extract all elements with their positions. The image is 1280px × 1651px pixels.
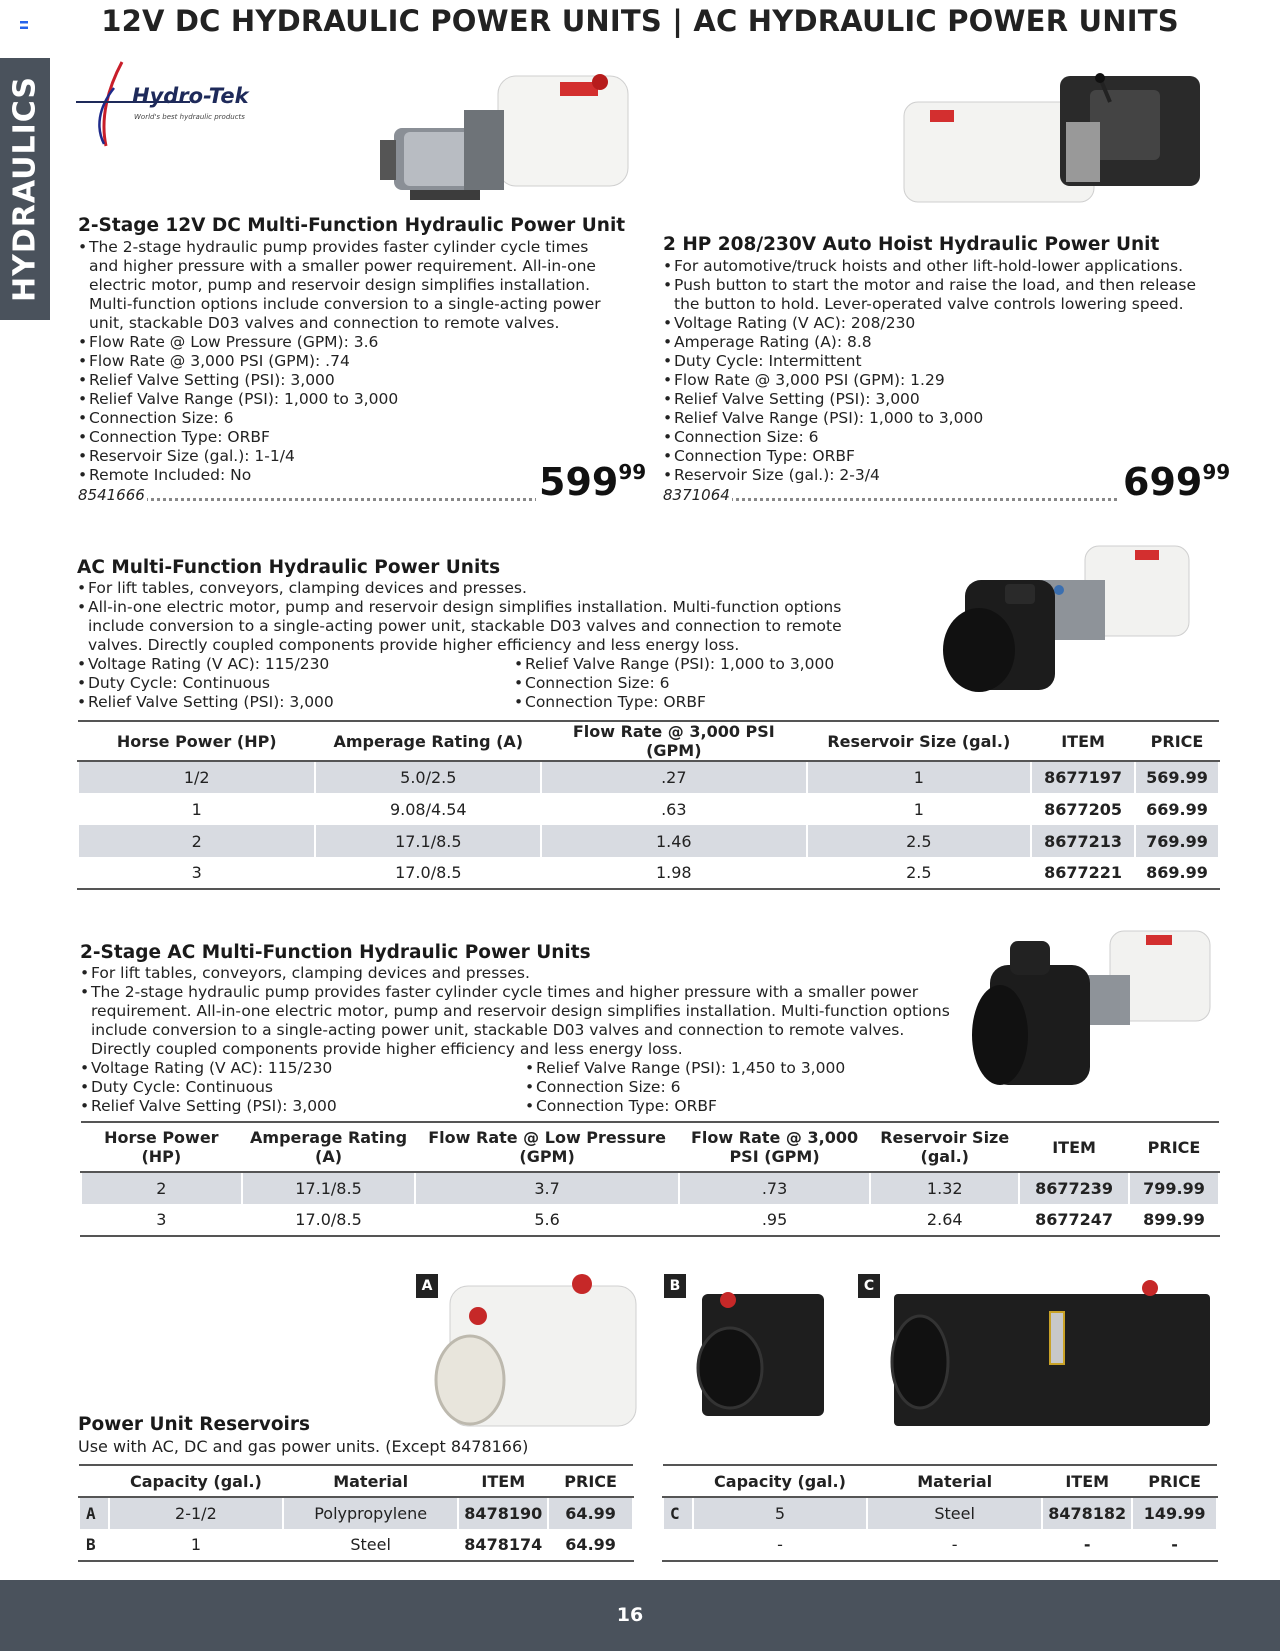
list-item: • Connection Size: 6 bbox=[525, 1078, 945, 1097]
cell: 17.1/8.5 bbox=[315, 825, 541, 857]
cell: 569.99 bbox=[1135, 761, 1219, 793]
cell: 8677221 bbox=[1031, 857, 1135, 889]
price-dollars: 599 bbox=[539, 460, 619, 504]
cell: 17.0/8.5 bbox=[242, 1204, 416, 1236]
list-item: • Flow Rate @ 3,000 PSI (GPM): .74 bbox=[78, 352, 618, 371]
list-item: • Reservoir Size (gal.): 2-3/4 bbox=[663, 466, 1203, 485]
list-item: • Connection Size: 6 bbox=[663, 428, 1203, 447]
cell: 17.0/8.5 bbox=[315, 857, 541, 889]
list-item: • All-in-one electric motor, pump and reservoir design simplifies installation. Multi-function options include conversion to a single-acting power unit, stackable D03 valves and connection to remote valves. Directly coupled components provide higher efficiency and less energy loss. bbox=[77, 598, 857, 655]
cell: 8677205 bbox=[1031, 793, 1135, 825]
brand-name: Hydro-Tek bbox=[132, 84, 249, 108]
cell: 1/2 bbox=[78, 761, 315, 793]
cell: 8677213 bbox=[1031, 825, 1135, 857]
col-header: Amperage Rating (A) bbox=[242, 1122, 416, 1172]
cell: - bbox=[1042, 1529, 1132, 1561]
badge-c: C bbox=[858, 1274, 880, 1298]
cell: 869.99 bbox=[1135, 857, 1219, 889]
list-item: • Relief Valve Setting (PSI): 3,000 bbox=[77, 693, 497, 712]
dc-unit-item-row bbox=[78, 478, 538, 508]
cell: 64.99 bbox=[548, 1529, 633, 1561]
col-header: ITEM bbox=[1031, 721, 1135, 761]
list-item: • For automotive/truck hoists and other lift-hold-lower applications. bbox=[663, 257, 1203, 276]
list-item: • The 2-stage hydraulic pump provides faster cylinder cycle times and higher pressure with a smaller power requirement. All-in-one electric motor, pump and reservoir design simplifies installation. Multi-function options include conversion to a single-acting power unit, stackable D03 valves and connection to remote valves. bbox=[78, 238, 618, 333]
badge-b: B bbox=[664, 1274, 686, 1298]
ac2-units-title: 2-Stage AC Multi-Function Hydraulic Power Units bbox=[80, 942, 591, 963]
reservoir-c-image bbox=[890, 1272, 1215, 1432]
hoist-power-unit-image bbox=[900, 72, 1205, 212]
reservoir-a-image bbox=[430, 1272, 640, 1432]
ac-power-unit-image bbox=[935, 540, 1195, 710]
brand-logo bbox=[70, 58, 270, 148]
cell: 899.99 bbox=[1129, 1204, 1219, 1236]
cell: 3 bbox=[81, 1204, 242, 1236]
brand-tagline: World's best hydraulic products bbox=[134, 113, 245, 121]
hoist-unit-item-row bbox=[663, 478, 1123, 508]
cell: 8677197 bbox=[1031, 761, 1135, 793]
col-header: Flow Rate @ 3,000 PSI (GPM) bbox=[679, 1122, 871, 1172]
table-row bbox=[663, 1497, 1217, 1529]
cell: 2-1/2 bbox=[109, 1497, 283, 1529]
row-label: A bbox=[79, 1497, 109, 1529]
table-row bbox=[78, 857, 1219, 889]
cell: 8677247 bbox=[1019, 1204, 1129, 1236]
cell: 1.98 bbox=[541, 857, 806, 889]
page-number: 16 bbox=[616, 1604, 644, 1626]
cell: .63 bbox=[541, 793, 806, 825]
list-item: • The 2-stage hydraulic pump provides faster cylinder cycle times and higher pressure with a smaller power requirement. All-in-one electric motor, pump and reservoir design simplifies installation. Multi-function options include conversion to a single-acting power unit, stackable D03 valves and connection to remote valves. Directly coupled components provide higher efficiency and less energy loss. bbox=[80, 983, 950, 1059]
list-item: • Flow Rate @ Low Pressure (GPM): 3.6 bbox=[78, 333, 618, 352]
list-item: • Relief Valve Setting (PSI): 3,000 bbox=[663, 390, 1203, 409]
list-item: • Connection Size: 6 bbox=[78, 409, 618, 428]
hoist-unit-bullets bbox=[663, 257, 1203, 485]
cell: 8478182 bbox=[1042, 1497, 1132, 1529]
cell: 2.64 bbox=[870, 1204, 1019, 1236]
col-header: PRICE bbox=[548, 1465, 633, 1497]
list-item: • Duty Cycle: Intermittent bbox=[663, 352, 1203, 371]
dc-power-unit-image bbox=[380, 70, 645, 210]
col-header: PRICE bbox=[1135, 721, 1219, 761]
cell: 1 bbox=[807, 761, 1032, 793]
col-header: Material bbox=[867, 1465, 1042, 1497]
cell: 17.1/8.5 bbox=[242, 1172, 416, 1204]
cell: Polypropylene bbox=[283, 1497, 458, 1529]
cell: 8478174 bbox=[458, 1529, 548, 1561]
ac-units-specs-left bbox=[77, 655, 497, 712]
cell: 149.99 bbox=[1132, 1497, 1217, 1529]
col-header: Capacity (gal.) bbox=[109, 1465, 283, 1497]
list-item: • Voltage Rating (V AC): 115/230 bbox=[80, 1059, 500, 1078]
ac2-power-unit-image bbox=[970, 925, 1215, 1110]
col-header: ITEM bbox=[1042, 1465, 1132, 1497]
row-label: B bbox=[79, 1529, 109, 1561]
list-item: • Voltage Rating (V AC): 115/230 bbox=[77, 655, 497, 674]
hoist-unit-title: 2 HP 208/230V Auto Hoist Hydraulic Power Unit bbox=[663, 234, 1160, 255]
table-row bbox=[78, 793, 1219, 825]
price-cents: 99 bbox=[1202, 460, 1231, 484]
cell: 669.99 bbox=[1135, 793, 1219, 825]
ac2-units-specs-left bbox=[80, 1059, 500, 1116]
cell: 5.6 bbox=[415, 1204, 678, 1236]
reservoirs-table-left bbox=[78, 1464, 634, 1562]
cell: 1.32 bbox=[870, 1172, 1019, 1204]
table-row bbox=[81, 1204, 1219, 1236]
table-row bbox=[663, 1529, 1217, 1561]
list-item: • Connection Size: 6 bbox=[514, 674, 934, 693]
list-item: • Connection Type: ORBF bbox=[663, 447, 1203, 466]
list-item: • Relief Valve Range (PSI): 1,450 to 3,000 bbox=[525, 1059, 945, 1078]
cell: 1 bbox=[78, 793, 315, 825]
col-header: PRICE bbox=[1129, 1122, 1219, 1172]
list-item: • Remote Included: No bbox=[78, 466, 618, 485]
cell: 8478190 bbox=[458, 1497, 548, 1529]
table-row bbox=[79, 1529, 633, 1561]
badge-a: A bbox=[416, 1274, 438, 1298]
cell: Steel bbox=[283, 1529, 458, 1561]
cell: 3.7 bbox=[415, 1172, 678, 1204]
list-item: • Duty Cycle: Continuous bbox=[77, 674, 497, 693]
reservoirs-title: Power Unit Reservoirs bbox=[78, 1414, 311, 1435]
section-side-tab bbox=[0, 58, 50, 320]
cell: 5.0/2.5 bbox=[315, 761, 541, 793]
cell: .95 bbox=[679, 1204, 871, 1236]
cell: 3 bbox=[78, 857, 315, 889]
col-header: Amperage Rating (A) bbox=[315, 721, 541, 761]
list-item: • Connection Type: ORBF bbox=[78, 428, 618, 447]
list-item: • Duty Cycle: Continuous bbox=[80, 1078, 500, 1097]
reservoirs-description: Use with AC, DC and gas power units. (Except 8478166) bbox=[78, 1437, 529, 1456]
col-header: Flow Rate @ 3,000 PSI (GPM) bbox=[541, 721, 806, 761]
list-item: • Amperage Rating (A): 8.8 bbox=[663, 333, 1203, 352]
cell: 64.99 bbox=[548, 1497, 633, 1529]
cell: .73 bbox=[679, 1172, 871, 1204]
col-header: ITEM bbox=[1019, 1122, 1129, 1172]
cell: 1 bbox=[109, 1529, 283, 1561]
cell: 2 bbox=[78, 825, 315, 857]
list-item: • Relief Valve Setting (PSI): 3,000 bbox=[78, 371, 618, 390]
col-header: ITEM bbox=[458, 1465, 548, 1497]
hoist-unit-price bbox=[1120, 460, 1230, 504]
reservoir-b-image bbox=[690, 1288, 830, 1423]
list-item: • For lift tables, conveyors, clamping devices and presses. bbox=[80, 964, 950, 983]
ac2-units-specs-right bbox=[525, 1059, 945, 1116]
cell: .27 bbox=[541, 761, 806, 793]
page-footer bbox=[0, 1580, 1280, 1651]
ac2-units-table bbox=[80, 1121, 1220, 1237]
dc-unit-title: 2-Stage 12V DC Multi-Function Hydraulic Power Unit bbox=[78, 215, 626, 236]
col-header: Horse Power (HP) bbox=[81, 1122, 242, 1172]
dc-unit-bullets bbox=[78, 238, 618, 485]
col-header: Material bbox=[283, 1465, 458, 1497]
table-row bbox=[79, 1497, 633, 1529]
side-tab-label: HYDRAULICS bbox=[7, 76, 43, 302]
list-item: • Connection Type: ORBF bbox=[525, 1097, 945, 1116]
col-header: Reservoir Size (gal.) bbox=[807, 721, 1032, 761]
cell: Steel bbox=[867, 1497, 1042, 1529]
col-header: PRICE bbox=[1132, 1465, 1217, 1497]
cell: - bbox=[867, 1529, 1042, 1561]
list-item: • Relief Valve Setting (PSI): 3,000 bbox=[80, 1097, 500, 1116]
leader-dots bbox=[663, 498, 1123, 501]
ac-units-specs-right bbox=[514, 655, 934, 712]
item-number: 8371064 bbox=[663, 486, 730, 504]
ac-units-bullets bbox=[77, 579, 857, 655]
cell: 1.46 bbox=[541, 825, 806, 857]
cell: - bbox=[693, 1529, 867, 1561]
col-header: Flow Rate @ Low Pressure (GPM) bbox=[415, 1122, 678, 1172]
row-label bbox=[663, 1529, 693, 1561]
cell: 8677239 bbox=[1019, 1172, 1129, 1204]
list-item: • Voltage Rating (V AC): 208/230 bbox=[663, 314, 1203, 333]
cell: 5 bbox=[693, 1497, 867, 1529]
cell: 9.08/4.54 bbox=[315, 793, 541, 825]
ac-units-table bbox=[77, 720, 1220, 890]
col-header: Capacity (gal.) bbox=[693, 1465, 867, 1497]
cell: 2.5 bbox=[807, 825, 1032, 857]
list-item: • Relief Valve Range (PSI): 1,000 to 3,000 bbox=[663, 409, 1203, 428]
cell: 769.99 bbox=[1135, 825, 1219, 857]
item-number: 8541666 bbox=[78, 486, 145, 504]
list-item: • Reservoir Size (gal.): 1-1/4 bbox=[78, 447, 618, 466]
table-row bbox=[78, 761, 1219, 793]
col-header: Horse Power (HP) bbox=[78, 721, 315, 761]
list-item: • Relief Valve Range (PSI): 1,000 to 3,000 bbox=[514, 655, 934, 674]
cell: - bbox=[1132, 1529, 1217, 1561]
leader-dots bbox=[78, 498, 538, 501]
cell: 1 bbox=[807, 793, 1032, 825]
table-row bbox=[78, 825, 1219, 857]
cell: 2.5 bbox=[807, 857, 1032, 889]
list-item: • Push button to start the motor and raise the load, and then release the button to hold. Lever-operated valve controls lowering speed. bbox=[663, 276, 1203, 314]
cell: 2 bbox=[81, 1172, 242, 1204]
ac-units-title: AC Multi-Function Hydraulic Power Units bbox=[77, 557, 501, 578]
dc-unit-price bbox=[536, 460, 646, 504]
list-item: • Connection Type: ORBF bbox=[514, 693, 934, 712]
list-item: • Flow Rate @ 3,000 PSI (GPM): 1.29 bbox=[663, 371, 1203, 390]
price-dollars: 699 bbox=[1123, 460, 1203, 504]
table-row bbox=[81, 1172, 1219, 1204]
reservoirs-table-right bbox=[662, 1464, 1218, 1562]
cell: 799.99 bbox=[1129, 1172, 1219, 1204]
price-cents: 99 bbox=[618, 460, 647, 484]
col-header: Reservoir Size (gal.) bbox=[870, 1122, 1019, 1172]
list-item: • Relief Valve Range (PSI): 1,000 to 3,000 bbox=[78, 390, 618, 409]
ac2-units-bullets bbox=[80, 964, 950, 1059]
row-label: C bbox=[663, 1497, 693, 1529]
list-item: • For lift tables, conveyors, clamping devices and presses. bbox=[77, 579, 857, 598]
page-title: 12V DC HYDRAULIC POWER UNITS | AC HYDRAULIC POWER UNITS bbox=[101, 4, 1179, 38]
